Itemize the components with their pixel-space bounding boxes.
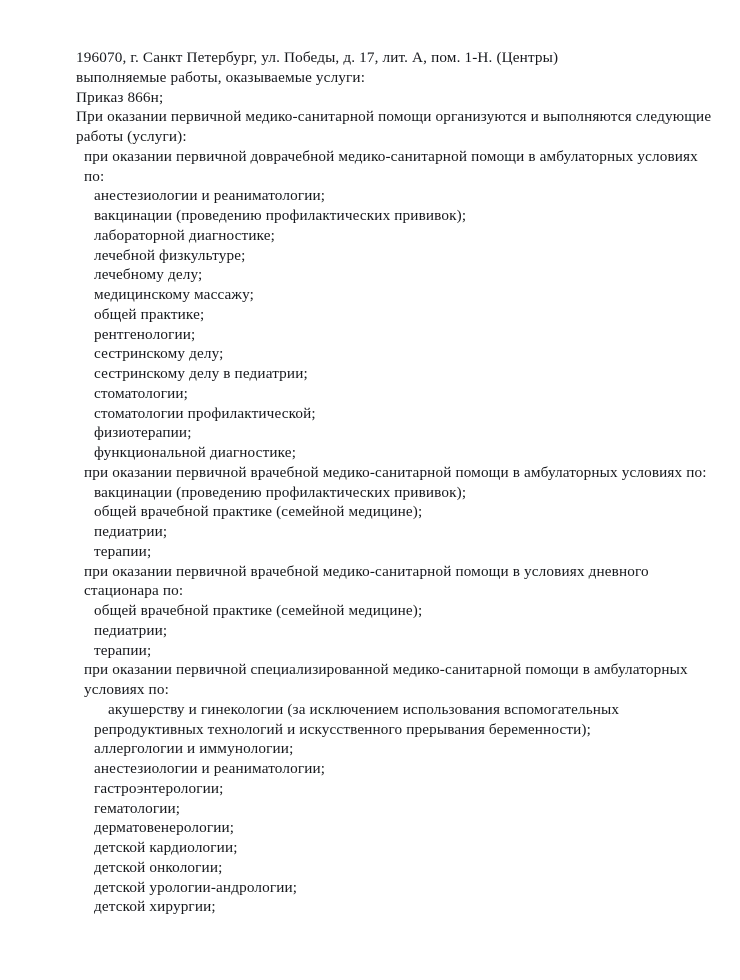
section-heading-predoctor-outpatient: при оказании первичной доврачебной медико-санитарной помощи в амбулаторных условиях по: bbox=[80, 147, 702, 185]
list-item: педиатрии; bbox=[94, 523, 168, 540]
list-item: терапии; bbox=[94, 542, 152, 560]
order-reference: Приказ 866н; bbox=[76, 88, 164, 106]
list-item: гематологии; bbox=[94, 799, 181, 817]
list-item: дерматовенерологии; bbox=[94, 819, 235, 837]
list-item: аллергологии и иммунологии; bbox=[94, 740, 294, 758]
list-item: вакцинации (проведению профилактических прививок); bbox=[94, 483, 467, 501]
list-item: рентгенологии; bbox=[94, 325, 196, 343]
section-heading-doctor-outpatient: при оказании первичной врачебной медико-санитарной помощи в амбулаторных условиях по: bbox=[80, 463, 707, 481]
list-item: общей врачебной практике (семейной медицине); bbox=[94, 503, 423, 521]
section-heading-specialized-outpatient: при оказании первичной специализированной медико-санитарной помощи в амбулаторных условиях по: bbox=[80, 661, 692, 698]
list-item: общей практике; bbox=[94, 305, 205, 323]
list-item: сестринскому делу в педиатрии; bbox=[94, 365, 308, 382]
section-heading-doctor-day-hospital: при оказании первичной врачебной медико-санитарной помощи в условиях дневного стационара по: bbox=[80, 562, 653, 600]
list-item: вакцинации (проведению профилактических прививок); bbox=[94, 207, 467, 224]
list-item: стоматологии; bbox=[94, 384, 189, 402]
list-item: лабораторной диагностике; bbox=[94, 226, 276, 244]
list-item: акушерству и гинекологии (за исключением использования вспомогательных репродуктивных технологий и искусственного прерывания беременности); bbox=[94, 700, 624, 738]
address-line: 196070, г. Санкт Петербург, ул. Победы, д. 17, лит. А, пом. 1-Н. (Центры) bbox=[76, 49, 559, 66]
list-item: детской урологии-андрологии; bbox=[94, 878, 298, 896]
works-services-label: выполняемые работы, оказываемые услуги: bbox=[76, 68, 366, 86]
list-item: физиотерапии; bbox=[94, 424, 192, 442]
list-item: анестезиологии и реаниматологии; bbox=[94, 187, 326, 205]
list-item: общей врачебной практике (семейной медицине); bbox=[94, 602, 423, 619]
list-item: лечебной физкультуре; bbox=[94, 246, 246, 264]
list-item: анестезиологии и реаниматологии; bbox=[94, 760, 326, 777]
list-item: лечебному делу; bbox=[94, 266, 203, 284]
list-item: детской кардиологии; bbox=[94, 839, 238, 856]
intro-paragraph: При оказании первичной медико-санитарной помощи организуются и выполняются следующие работы (услуги): bbox=[76, 108, 716, 145]
list-item: стоматологии профилактической; bbox=[94, 404, 316, 422]
list-item: медицинскому массажу; bbox=[94, 286, 254, 303]
list-item: детской хирургии; bbox=[94, 898, 216, 916]
document-text-body bbox=[76, 48, 718, 917]
list-item: функциональной диагностике; bbox=[94, 444, 297, 461]
list-item: детской онкологии; bbox=[94, 858, 223, 876]
list-item: сестринскому делу; bbox=[94, 345, 224, 363]
list-item: педиатрии; bbox=[94, 621, 168, 639]
list-item: терапии; bbox=[94, 641, 152, 659]
list-item: гастроэнтерологии; bbox=[94, 779, 224, 797]
